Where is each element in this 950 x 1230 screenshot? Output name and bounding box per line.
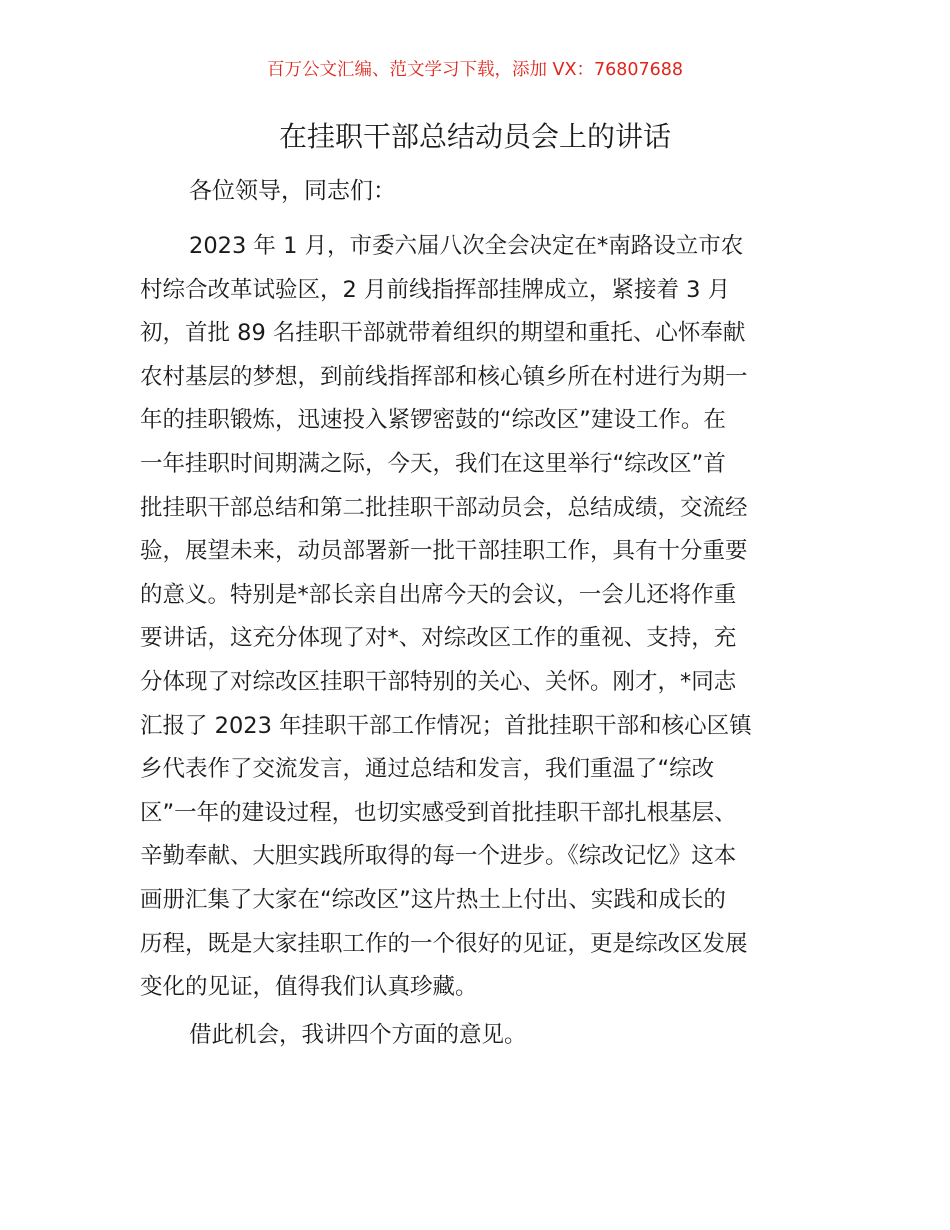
paragraph-line: 汇报了 2023 年挂职干部工作情况；首批挂职干部和核心区镇 xyxy=(140,712,752,739)
paragraph-line: 区”一年的建设过程，也切实感受到首批挂职干部扎根基层、 xyxy=(140,799,737,826)
paragraph-line: 2023 年 1 月，市委六届八次全会决定在*南路设立市农 xyxy=(189,233,744,259)
paragraph-line: 验，展望未来，动员部署新一批干部挂职工作，具有十分重要 xyxy=(140,538,748,565)
paragraph-line: 乡代表作了交流发言，通过总结和发言，我们重温了“综改 xyxy=(140,756,715,783)
paragraph-line: 的意义。特别是*部长亲自出席今天的会议，一会儿还将作重 xyxy=(140,581,737,608)
closing-paragraph: 借此机会，我讲四个方面的意见。 xyxy=(189,1022,527,1048)
body-paragraph xyxy=(140,225,812,1010)
paragraph-line: 画册汇集了大家在“综改区”这片热土上付出、实践和成长的 xyxy=(140,886,726,913)
paragraph-line: 年的挂职锻炼，迅速投入紧锣密鼓的“综改区”建设工作。在 xyxy=(140,407,726,434)
salutation: 各位领导，同志们： xyxy=(189,178,396,204)
paragraph-line: 变化的见证，值得我们认真珍藏。 xyxy=(140,974,478,1001)
paragraph-line: 农村基层的梦想，到前线指挥部和核心镇乡所在村进行为期一 xyxy=(140,363,748,390)
paragraph-line: 分体现了对综改区挂职干部特别的关心、关怀。刚才，*同志 xyxy=(140,668,737,695)
paragraph-line: 初，首批 89 名挂职干部就带着组织的期望和重托、心怀奉献 xyxy=(140,320,746,347)
paragraph-line: 辛勤奉献、大胆实践所取得的每一个进步。《综改记忆》这本 xyxy=(140,843,737,870)
paragraph-line: 要讲话，这充分体现了对*、对综改区工作的重视、支持，充 xyxy=(140,625,737,652)
paragraph-line: 一年挂职时间期满之际，今天，我们在这里举行“综改区”首 xyxy=(140,450,726,477)
header-promo-note: 百万公文汇编、范文学习下载，添加 VX：76807688 xyxy=(266,60,684,80)
paragraph-line: 批挂职干部总结和第二批挂职干部动员会，总结成绩，交流经 xyxy=(140,494,748,521)
paragraph-line: 历程，既是大家挂职工作的一个很好的见证，更是综改区发展 xyxy=(140,930,748,957)
document-title: 在挂职干部总结动员会上的讲话 xyxy=(278,120,671,153)
paragraph-line: 村综合改革试验区，2 月前线指挥部挂牌成立，紧接着 3 月 xyxy=(140,276,731,303)
